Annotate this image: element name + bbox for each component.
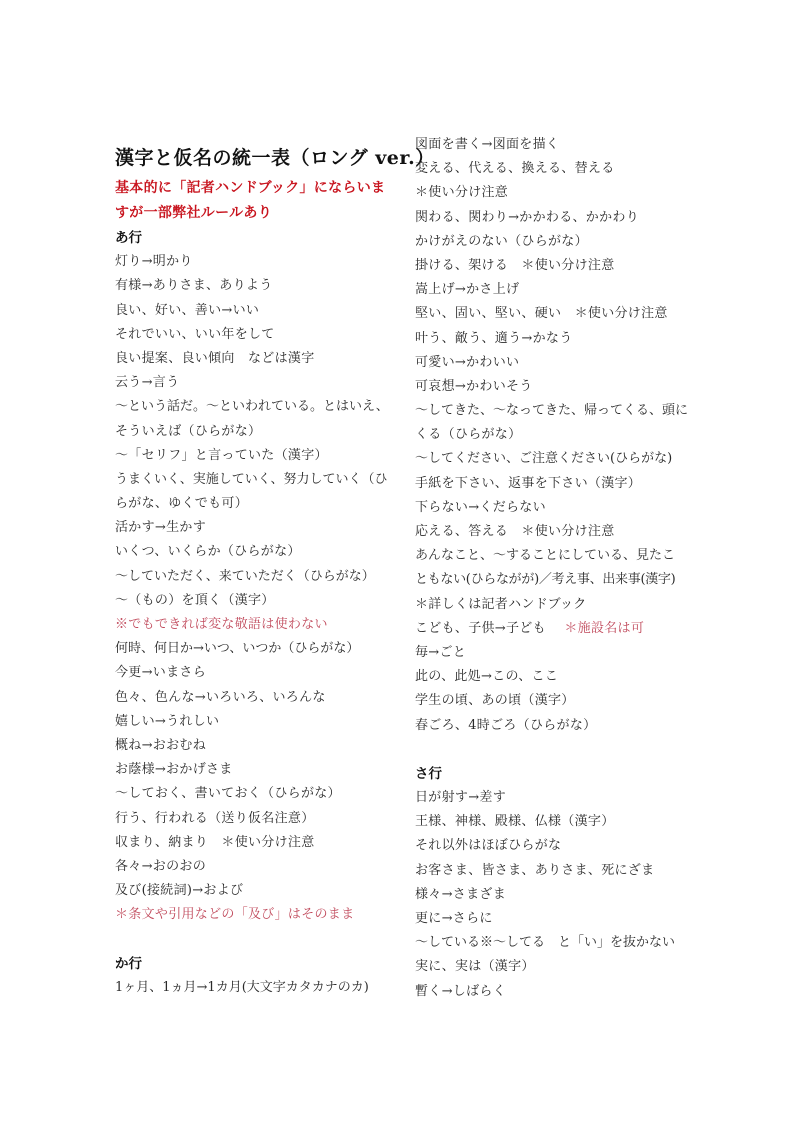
list-item: 毎→ごと bbox=[415, 644, 467, 660]
list-item: 〜という話だ。〜といわれている。とはいえ、 bbox=[115, 399, 389, 415]
list-item: 今更→いまさら bbox=[115, 665, 206, 681]
list-item: 〜していただく、来ていただく（ひらがな） bbox=[115, 568, 375, 584]
list-item: あんなこと、〜することにしている、見たこ bbox=[415, 548, 676, 564]
list-item: 1ヶ月、1ヵ月→1カ月(大文字カタカナのカ) bbox=[115, 979, 369, 995]
list-item: 関わる、関わり→かかわる、かかわり bbox=[415, 209, 639, 225]
list-item: 灯り→明かり bbox=[115, 254, 193, 270]
list-item: それ以外はほぼひらがな bbox=[415, 838, 562, 854]
list-item-text: こども、子供→子ども bbox=[415, 620, 546, 636]
list-item: 良い提案、良い傾向 などは漢字 bbox=[115, 350, 315, 366]
list-item: 図面を書く→図面を描く bbox=[415, 137, 560, 152]
list-item: 〜してきた、〜なってきた、帰ってくる、頭に bbox=[415, 403, 689, 419]
list-item: お蔭様→おかげさま bbox=[115, 762, 233, 778]
list-item: うまくいく、実施していく、努力していく（ひ bbox=[115, 471, 388, 487]
section-heading-a-row: あ行 bbox=[115, 230, 142, 246]
note-item: ※でもできれば変な敬語は使わない bbox=[115, 617, 328, 632]
list-item: 様々→さまざま bbox=[415, 886, 506, 902]
list-item: お客さま、皆さま、ありさま、死にざま bbox=[415, 862, 655, 878]
list-item: 云う→言う bbox=[115, 375, 180, 391]
list-item: 〜（もの）を頂く（漢字） bbox=[115, 592, 275, 608]
list-item: 王様、神様、殿様、仏様（漢字） bbox=[415, 814, 615, 830]
list-item: 良い、好い、善い→いい bbox=[115, 302, 260, 318]
list-item: 可愛い→かわいい bbox=[415, 354, 520, 370]
section-heading-sa-row: さ行 bbox=[415, 765, 442, 782]
list-item: 暫く→しばらく bbox=[415, 983, 506, 999]
list-item: 日が射す→差す bbox=[415, 790, 506, 806]
list-item: 応える、答える ＊使い分け注意 bbox=[415, 524, 615, 539]
list-item: 活かす→生かす bbox=[115, 520, 206, 536]
list-item-kodomo bbox=[415, 617, 705, 641]
list-item: 〜してください、ご注意ください(ひらがな) bbox=[415, 451, 673, 467]
list-item: らがな、ゆくでも可） bbox=[115, 496, 249, 512]
list-item: 行う、行われる（送り仮名注意） bbox=[115, 810, 315, 826]
list-item: いくつ、いくらか（ひらがな） bbox=[115, 544, 301, 560]
list-item: 〜している※〜してる と「い」を抜かない bbox=[415, 935, 676, 951]
list-item: かけがえのない（ひらがな） bbox=[415, 233, 588, 249]
spacer bbox=[115, 927, 405, 951]
list-item: 実に、実は（漢字） bbox=[415, 959, 535, 975]
list-item: 更に→さらに bbox=[415, 911, 493, 926]
list-item: 有様→ありさま、ありよう bbox=[115, 278, 273, 294]
right-column bbox=[415, 133, 705, 1004]
list-item: 叶う、敵う、適う→かなう bbox=[415, 330, 573, 346]
list-item: 学生の頃、あの頃（漢字） bbox=[415, 693, 575, 709]
subtitle-line: 基本的に「記者ハンドブック」にならいま bbox=[115, 180, 386, 196]
list-item: 及び(接続詞)→および bbox=[115, 883, 244, 899]
list-item: 収まり、納まり ＊使い分け注意 bbox=[115, 834, 315, 850]
list-item: 何時、何日か→いつ、いつか（ひらがな） bbox=[115, 641, 360, 657]
list-item: 可哀想→かわいそう bbox=[415, 378, 533, 394]
list-item: 手紙を下さい、返事を下さい（漢字） bbox=[415, 475, 642, 491]
list-item: 〜「セリフ」と言っていた（漢字） bbox=[115, 447, 328, 463]
list-item: ＊使い分け注意 bbox=[415, 185, 509, 201]
list-item: 〜しておく、書いておく（ひらがな） bbox=[115, 786, 341, 802]
section-heading-ka-row: か行 bbox=[115, 955, 142, 972]
list-item: 春ごろ、4時ごろ（ひらがな） bbox=[415, 717, 597, 733]
list-item: 此の、此処→この、ここ bbox=[415, 669, 559, 685]
list-item: 下らない→くだらない bbox=[415, 499, 546, 515]
subtitle-line: すが一部弊社ルールあり bbox=[115, 205, 273, 221]
list-item: 掛ける、架ける ＊使い分け注意 bbox=[415, 257, 615, 273]
list-item: 嬉しい→うれしい bbox=[115, 713, 220, 729]
list-item: 嵩上げ→かさ上げ bbox=[415, 282, 520, 298]
list-item: ＊詳しくは記者ハンドブック bbox=[415, 596, 587, 612]
list-item: そういえば（ひらがな） bbox=[115, 423, 262, 439]
list-item: くる（ひらがな） bbox=[415, 427, 522, 443]
list-item: ともない(ひらながが)／考え事、出来事(漢字) bbox=[415, 572, 676, 588]
list-item: 堅い、固い、堅い、硬い ＊使い分け注意 bbox=[415, 306, 668, 322]
note-inline: ＊施設名は可 bbox=[564, 620, 645, 636]
spacer bbox=[415, 738, 705, 762]
list-item: 概ね→おおむね bbox=[115, 737, 206, 753]
list-item: 変える、代える、換える、替える bbox=[415, 161, 615, 177]
list-item: 各々→おのおの bbox=[115, 858, 206, 874]
list-item: それでいい、いい年をして bbox=[115, 326, 275, 342]
document-title: 漢字と仮名の統一表（ロング ver.） bbox=[115, 147, 435, 169]
list-item: 色々、色んな→いろいろ、いろんな bbox=[115, 689, 326, 705]
note-item: ＊条文や引用などの「及び」はそのまま bbox=[115, 907, 355, 923]
